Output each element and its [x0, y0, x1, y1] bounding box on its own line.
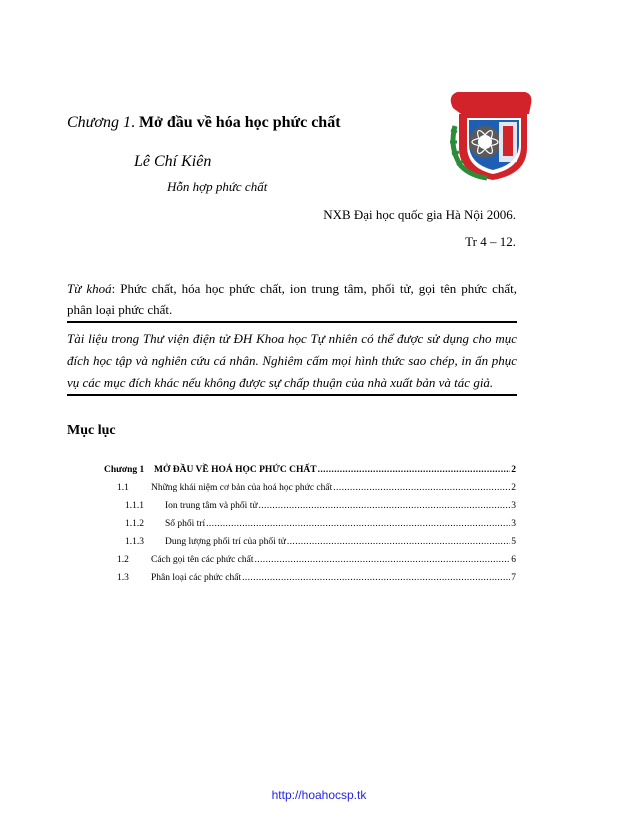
toc-entry-title: Những khái niệm cơ bản của hoá học phức chất [151, 483, 333, 493]
toc-entry-page: 3 [511, 501, 516, 511]
university-emblem-icon [441, 86, 537, 182]
toc-entry[interactable] [104, 519, 516, 537]
table-of-contents [104, 465, 516, 591]
keywords-label: Từ khoá [67, 281, 112, 296]
keywords-text: : Phức chất, hóa học phức chất, ion trung tâm, phối tử, gọi tên phức chất, phân loại phức chất. [67, 281, 517, 317]
toc-dot-leader [318, 465, 511, 475]
toc-dot-leader [333, 483, 510, 493]
toc-entry-title: Số phối trí [165, 519, 206, 529]
toc-entry-number: 1.1.2 [125, 519, 144, 529]
footer-link[interactable]: http://hoahocsp.tk [271, 788, 367, 802]
toc-entry-number: 1.1.3 [125, 537, 144, 547]
publisher-line: NXB Đại học quốc gia Hà Nội 2006. [323, 207, 516, 222]
toc-entry[interactable] [104, 573, 516, 591]
toc-entry-page: 5 [511, 537, 516, 547]
toc-entry-number: Chương 1 [104, 465, 145, 475]
toc-entry-page: 6 [511, 555, 516, 565]
author-name: Lê Chí Kiên [134, 153, 212, 170]
toc-entry-title: Cách gọi tên các phức chất [151, 555, 254, 565]
chapter-separator: . [130, 114, 139, 131]
toc-heading: Mục lục [67, 423, 116, 438]
toc-entry-title: MỞ ĐẦU VỀ HOÁ HỌC PHỨC CHẤT [154, 465, 317, 475]
toc-entry[interactable] [104, 501, 516, 519]
toc-entry-page: 2 [511, 465, 516, 475]
chapter-title [67, 114, 341, 132]
subtitle: Hỗn hợp phức chất [167, 179, 268, 194]
toc-entry-title: Phân loại các phức chất [151, 573, 242, 583]
toc-dot-leader [254, 555, 510, 565]
toc-entry[interactable] [104, 483, 516, 501]
toc-dot-leader [258, 501, 510, 511]
toc-entry-number: 1.1 [117, 483, 129, 493]
toc-entry-page: 7 [511, 573, 516, 583]
toc-entry-number: 1.3 [117, 573, 129, 583]
toc-entry-number: 1.1.1 [125, 501, 144, 511]
toc-dot-leader [287, 537, 510, 547]
page-range: Tr 4 – 12. [465, 234, 516, 249]
toc-entry[interactable] [104, 555, 516, 573]
toc-entry-title: Ion trung tâm và phối tử [165, 501, 258, 511]
chapter-prefix: Chương 1 [67, 114, 131, 131]
chapter-name: Mở đầu về hóa học phức chất [138, 114, 341, 131]
keywords-paragraph [67, 278, 517, 320]
toc-entry[interactable] [104, 465, 516, 483]
toc-dot-leader [206, 519, 510, 529]
toc-entry-title: Dung lượng phối trí của phối tử [165, 537, 286, 547]
toc-entry-page: 2 [511, 483, 516, 493]
notice-top-rule [67, 321, 517, 323]
copyright-notice: Tài liệu trong Thư viện điện tử ĐH Khoa học Tự nhiên có thể được sử dụng cho mục đích học tập và nghiên cứu cá nhân. Nghiêm cấm mọi hình thức sao chép, in ấn phục vụ các mục đích khác nếu không được sự chấp thuận của nhà xuất bản và tác giả. [67, 331, 517, 390]
toc-entry-number: 1.2 [117, 555, 129, 565]
toc-entry-page: 3 [511, 519, 516, 529]
notice-bottom-rule [67, 394, 517, 396]
toc-entry[interactable] [104, 537, 516, 555]
toc-dot-leader [242, 573, 510, 583]
